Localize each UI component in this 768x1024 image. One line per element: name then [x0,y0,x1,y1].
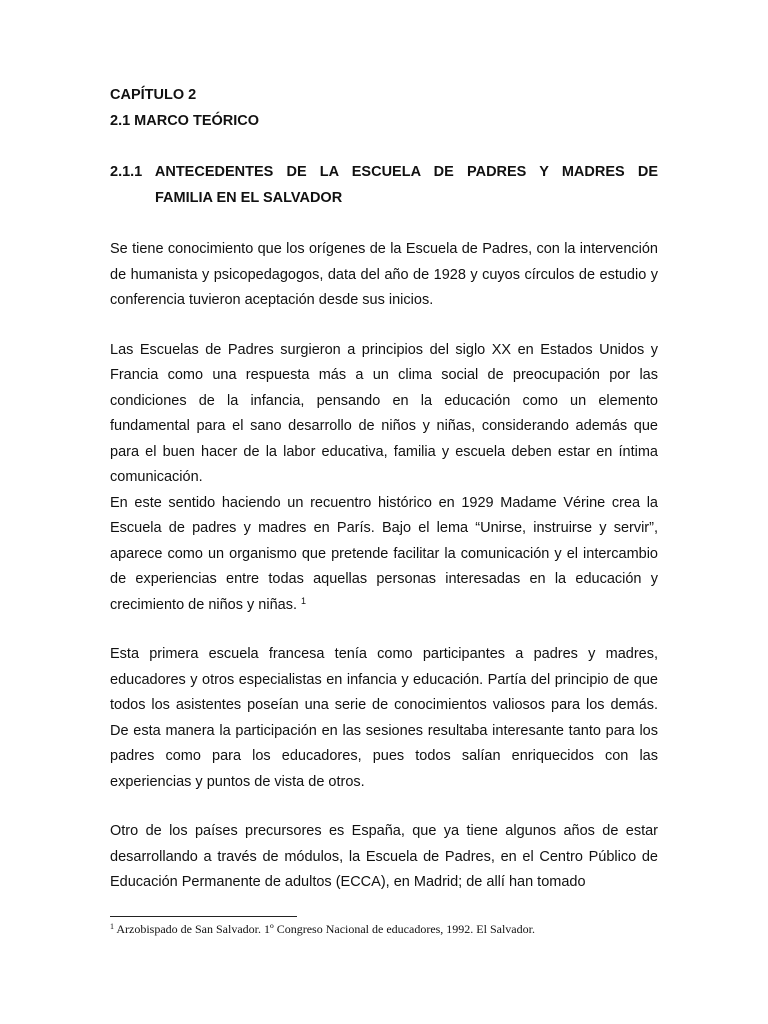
footnote [110,921,658,937]
chapter-subtitle: 2.1 MARCO TEÓRICO [110,113,260,129]
paragraph-french-school: Esta primera escuela francesa tenía como participantes a padres y madres, educadores y otros especialistas en infancia y educación. Partía del principio de que todos los asistentes poseían una serie de conocimientos valiosos para los demás. De esta manera la participación en las sesiones resultaba interesante tanto para los padres como para los educadores, pues todos salían enriquecidos con las experiencias y puntos de vista de otros. [110,646,658,790]
footnote-number: 1 [110,922,114,931]
paragraph-origins: Se tiene conocimiento que los orígenes de la Escuela de Padres, con la intervención de humanista y psicopedagogos, data del año de 1928 y cuyos círculos de estudio y conferencia tuvieron aceptación desde sus inicios. [110,241,658,308]
paragraph-verine-text: En este sentido haciendo un recuentro histórico en 1929 Madame Vérine crea la Escuela de padres y madres en París. Bajo el lema “Unirse, instruirse y servir”, aparece como un organismo que pretende facilitar la comunicación y el intercambio de experiencias entre todas aquellas personas interesadas en la educación y crecimiento de niños y niñas. [110,494,658,613]
footnote-reference[interactable]: 1 [301,595,307,606]
footnote-separator [110,916,297,917]
chapter-title: CAPÍTULO 2 [110,87,197,103]
paragraph-verine [110,491,658,619]
paragraph-schools-origin: Las Escuelas de Padres surgieron a principios del siglo XX en Estados Unidos y Francia como una respuesta más a un clima social de preocupación por las condiciones de la infancia, pensando en la educación como un elemento fundamental para el sano desarrollo de niños y niñas, considerando además que para el buen hacer de la labor educativa, familia y escuela deben estar en íntima comunicación. [110,341,658,485]
section-heading-line2: FAMILIA EN EL SALVADOR [155,190,343,206]
section-heading-line1: 2.1.1 ANTECEDENTES DE LA ESCUELA DE PADRES Y MADRES DE [110,164,658,180]
document-page [110,82,658,896]
section-heading [110,159,658,211]
footnote-text: Arzobispado de San Salvador. 1º Congreso Nacional de educadores, 1992. El Salvador. [116,922,535,936]
paragraph-spain: Otro de los países precursores es España, que ya tiene algunos años de estar desarrollando a través de módulos, la Escuela de Padres, en el Centro Público de Educación Permanente de adultos (ECCA), en Madrid; de allí han tomado [110,823,658,890]
